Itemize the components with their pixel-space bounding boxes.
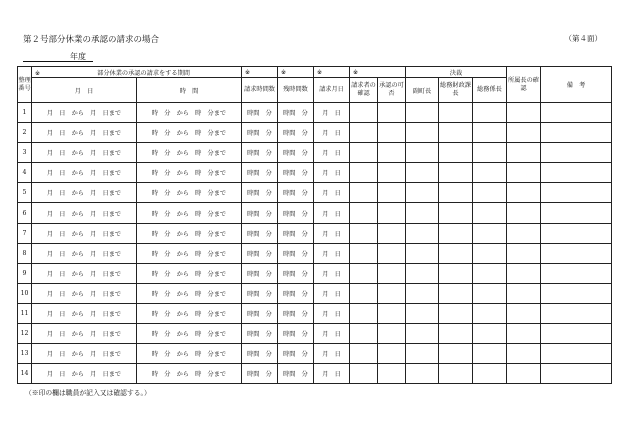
table-row [18, 303, 612, 323]
request-date-cell: 月 日 [314, 303, 350, 323]
header-month-day: 月 日 [32, 78, 137, 103]
deputy-mayor-cell[interactable] [406, 103, 439, 123]
header-ga-manager: 総務財政課長 [439, 78, 473, 103]
approval-cell[interactable] [378, 183, 406, 203]
time-range-cell: 時 分 から 時 分まで [137, 263, 242, 283]
requester-confirm-cell[interactable] [350, 263, 378, 283]
ga-manager-cell[interactable] [439, 103, 473, 123]
deputy-mayor-cell[interactable] [406, 324, 439, 344]
header-asterisk-1: ※ [242, 67, 278, 78]
header-period [32, 67, 242, 78]
header-request-date: 請求月日 [314, 78, 350, 103]
table-row [18, 183, 612, 203]
request-hours-cell: 時間 分 [242, 324, 278, 344]
request-date-cell: 月 日 [314, 324, 350, 344]
request-date-cell: 月 日 [314, 123, 350, 143]
deputy-mayor-cell[interactable] [406, 364, 439, 384]
remarks-cell[interactable] [541, 103, 612, 123]
request-hours-cell: 時間 分 [242, 183, 278, 203]
table-row [18, 143, 612, 163]
requester-confirm-cell[interactable] [350, 243, 378, 263]
requester-confirm-cell[interactable] [350, 163, 378, 183]
dept-head-cell[interactable] [507, 263, 541, 283]
requester-confirm-cell[interactable] [350, 103, 378, 123]
table-row [18, 243, 612, 263]
time-range-cell: 時 分 から 時 分まで [137, 303, 242, 323]
date-range-cell: 月 日 から 月 日まで [32, 364, 137, 384]
remarks-cell[interactable] [541, 163, 612, 183]
requester-confirm-cell[interactable] [350, 123, 378, 143]
table-row [18, 364, 612, 384]
ga-chief-cell[interactable] [473, 263, 507, 283]
deputy-mayor-cell[interactable] [406, 223, 439, 243]
row-number: 6 [18, 203, 32, 223]
request-date-cell: 月 日 [314, 263, 350, 283]
ga-chief-cell[interactable] [473, 303, 507, 323]
table-row [18, 324, 612, 344]
requester-confirm-cell[interactable] [350, 143, 378, 163]
deputy-mayor-cell[interactable] [406, 283, 439, 303]
date-range-cell: 月 日 から 月 日まで [32, 223, 137, 243]
request-hours-cell: 時間 分 [242, 223, 278, 243]
request-date-cell: 月 日 [314, 344, 350, 364]
remaining-hours-cell: 時間 分 [278, 364, 314, 384]
deputy-mayor-cell[interactable] [406, 303, 439, 323]
header-remaining-hours: 残時間数 [278, 78, 314, 103]
date-range-cell: 月 日 から 月 日まで [32, 324, 137, 344]
dept-head-cell[interactable] [507, 103, 541, 123]
requester-confirm-cell[interactable] [350, 203, 378, 223]
header-period-label: 部分休業の承認の請求をする期間 [97, 69, 190, 77]
header-dept-head: 所属長の確認 [507, 67, 541, 103]
request-date-cell: 月 日 [314, 163, 350, 183]
ga-chief-cell[interactable] [473, 344, 507, 364]
requester-confirm-cell[interactable] [350, 364, 378, 384]
ga-manager-cell[interactable] [439, 143, 473, 163]
ga-chief-cell[interactable] [473, 243, 507, 263]
approval-cell[interactable] [378, 243, 406, 263]
time-range-cell: 時 分 から 時 分まで [137, 103, 242, 123]
remaining-hours-cell: 時間 分 [278, 143, 314, 163]
deputy-mayor-cell[interactable] [406, 163, 439, 183]
header-time: 時 間 [137, 78, 242, 103]
date-range-cell: 月 日 から 月 日まで [32, 163, 137, 183]
header-decision: 決裁 [406, 67, 507, 78]
table-row [18, 283, 612, 303]
approval-cell[interactable] [378, 163, 406, 183]
remarks-cell[interactable] [541, 123, 612, 143]
ga-manager-cell[interactable] [439, 163, 473, 183]
header-ga-chief: 総務係長 [473, 78, 507, 103]
ga-chief-cell[interactable] [473, 324, 507, 344]
header-remarks: 備 考 [541, 67, 612, 103]
row-number: 5 [18, 183, 32, 203]
row-number: 12 [18, 324, 32, 344]
date-range-cell: 月 日 から 月 日まで [32, 303, 137, 323]
header-asterisk-3: ※ [314, 67, 350, 78]
request-hours-cell: 時間 分 [242, 283, 278, 303]
row-number: 14 [18, 364, 32, 384]
ga-manager-cell[interactable] [439, 183, 473, 203]
table-row [18, 263, 612, 283]
approval-cell[interactable] [378, 283, 406, 303]
dept-head-cell[interactable] [507, 364, 541, 384]
ga-manager-cell[interactable] [439, 223, 473, 243]
header-requester-confirm: 請求者の確認 [350, 78, 378, 103]
header-approval: 承認の可否 [378, 78, 406, 103]
ga-manager-cell[interactable] [439, 203, 473, 223]
ga-manager-cell[interactable] [439, 344, 473, 364]
remarks-cell[interactable] [541, 143, 612, 163]
ga-chief-cell[interactable] [473, 143, 507, 163]
ga-manager-cell[interactable] [439, 263, 473, 283]
row-number: 11 [18, 303, 32, 323]
time-range-cell: 時 分 から 時 分まで [137, 203, 242, 223]
deputy-mayor-cell[interactable] [406, 263, 439, 283]
time-range-cell: 時 分 から 時 分まで [137, 143, 242, 163]
table-row [18, 223, 612, 243]
approval-cell[interactable] [378, 344, 406, 364]
requester-confirm-cell[interactable] [350, 324, 378, 344]
remaining-hours-cell: 時間 分 [278, 223, 314, 243]
dept-head-cell[interactable] [507, 123, 541, 143]
request-date-cell: 月 日 [314, 364, 350, 384]
request-date-cell: 月 日 [314, 243, 350, 263]
request-hours-cell: 時間 分 [242, 203, 278, 223]
time-range-cell: 時 分 から 時 分まで [137, 163, 242, 183]
row-number: 10 [18, 283, 32, 303]
approval-cell[interactable] [378, 103, 406, 123]
header-asterisk-4: ※ [350, 67, 378, 78]
remaining-hours-cell: 時間 分 [278, 344, 314, 364]
approval-cell[interactable] [378, 364, 406, 384]
year-label: 年度 [70, 52, 86, 61]
time-range-cell: 時 分 から 時 分まで [137, 283, 242, 303]
remarks-cell[interactable] [541, 303, 612, 323]
deputy-mayor-cell[interactable] [406, 123, 439, 143]
request-hours-cell: 時間 分 [242, 163, 278, 183]
time-range-cell: 時 分 から 時 分まで [137, 243, 242, 263]
remarks-cell[interactable] [541, 344, 612, 364]
approval-cell[interactable] [378, 143, 406, 163]
remaining-hours-cell: 時間 分 [278, 243, 314, 263]
dept-head-cell[interactable] [507, 303, 541, 323]
date-range-cell: 月 日 から 月 日まで [32, 103, 137, 123]
header-number: 整理番号 [18, 67, 32, 103]
remarks-cell[interactable] [541, 324, 612, 344]
dept-head-cell[interactable] [507, 183, 541, 203]
approval-cell[interactable] [378, 223, 406, 243]
ga-chief-cell[interactable] [473, 364, 507, 384]
row-number: 4 [18, 163, 32, 183]
request-table [17, 66, 612, 384]
ga-manager-cell[interactable] [439, 324, 473, 344]
header-asterisk-2: ※ [278, 67, 314, 78]
table-row [18, 103, 612, 123]
remarks-cell[interactable] [541, 203, 612, 223]
deputy-mayor-cell[interactable] [406, 143, 439, 163]
remarks-cell[interactable] [541, 263, 612, 283]
document-title: 第２号部分休業の承認の請求の場合 [23, 35, 160, 45]
row-number: 7 [18, 223, 32, 243]
remaining-hours-cell: 時間 分 [278, 103, 314, 123]
row-number: 2 [18, 123, 32, 143]
deputy-mayor-cell[interactable] [406, 203, 439, 223]
remarks-cell[interactable] [541, 364, 612, 384]
date-range-cell: 月 日 から 月 日まで [32, 344, 137, 364]
remaining-hours-cell: 時間 分 [278, 324, 314, 344]
remaining-hours-cell: 時間 分 [278, 163, 314, 183]
request-date-cell: 月 日 [314, 203, 350, 223]
ga-manager-cell[interactable] [439, 303, 473, 323]
ga-manager-cell[interactable] [439, 364, 473, 384]
table-row [18, 163, 612, 183]
ga-chief-cell[interactable] [473, 123, 507, 143]
approval-cell[interactable] [378, 303, 406, 323]
request-hours-cell: 時間 分 [242, 103, 278, 123]
request-date-cell: 月 日 [314, 143, 350, 163]
dept-head-cell[interactable] [507, 203, 541, 223]
requester-confirm-cell[interactable] [350, 223, 378, 243]
ga-chief-cell[interactable] [473, 283, 507, 303]
request-hours-cell: 時間 分 [242, 123, 278, 143]
footnote: （※印の欄は職員が記入又は確認する。） [25, 389, 151, 397]
approval-cell[interactable] [378, 263, 406, 283]
dept-head-cell[interactable] [507, 163, 541, 183]
request-hours-cell: 時間 分 [242, 364, 278, 384]
row-number: 8 [18, 243, 32, 263]
deputy-mayor-cell[interactable] [406, 243, 439, 263]
remarks-cell[interactable] [541, 223, 612, 243]
ga-chief-cell[interactable] [473, 203, 507, 223]
dept-head-cell[interactable] [507, 344, 541, 364]
time-range-cell: 時 分 から 時 分まで [137, 344, 242, 364]
remaining-hours-cell: 時間 分 [278, 203, 314, 223]
date-range-cell: 月 日 から 月 日まで [32, 183, 137, 203]
request-date-cell: 月 日 [314, 103, 350, 123]
ga-manager-cell[interactable] [439, 123, 473, 143]
requester-confirm-cell[interactable] [350, 303, 378, 323]
deputy-mayor-cell[interactable] [406, 183, 439, 203]
approval-cell[interactable] [378, 324, 406, 344]
dept-head-cell[interactable] [507, 143, 541, 163]
dept-head-cell[interactable] [507, 223, 541, 243]
remarks-cell[interactable] [541, 243, 612, 263]
deputy-mayor-cell[interactable] [406, 344, 439, 364]
date-range-cell: 月 日 から 月 日まで [32, 283, 137, 303]
request-hours-cell: 時間 分 [242, 263, 278, 283]
request-date-cell: 月 日 [314, 283, 350, 303]
date-range-cell: 月 日 から 月 日まで [32, 203, 137, 223]
ga-chief-cell[interactable] [473, 183, 507, 203]
time-range-cell: 時 分 から 時 分まで [137, 364, 242, 384]
ga-manager-cell[interactable] [439, 283, 473, 303]
ga-manager-cell[interactable] [439, 243, 473, 263]
row-number: 13 [18, 344, 32, 364]
date-range-cell: 月 日 から 月 日まで [32, 263, 137, 283]
remarks-cell[interactable] [541, 283, 612, 303]
date-range-cell: 月 日 から 月 日まで [32, 123, 137, 143]
remaining-hours-cell: 時間 分 [278, 303, 314, 323]
asterisk-mark: ※ [35, 69, 41, 77]
ga-chief-cell[interactable] [473, 103, 507, 123]
row-number: 9 [18, 263, 32, 283]
request-hours-cell: 時間 分 [242, 243, 278, 263]
table-row [18, 344, 612, 364]
remaining-hours-cell: 時間 分 [278, 123, 314, 143]
table-row [18, 203, 612, 223]
request-date-cell: 月 日 [314, 223, 350, 243]
dept-head-cell[interactable] [507, 243, 541, 263]
time-range-cell: 時 分 から 時 分まで [137, 183, 242, 203]
ga-chief-cell[interactable] [473, 223, 507, 243]
header-request-hours: 請求時間数 [242, 78, 278, 103]
time-range-cell: 時 分 から 時 分まで [137, 223, 242, 243]
page-number: （第４面） [564, 34, 602, 43]
request-hours-cell: 時間 分 [242, 344, 278, 364]
header-deputy-mayor: 副町長 [406, 78, 439, 103]
remaining-hours-cell: 時間 分 [278, 263, 314, 283]
table-row [18, 123, 612, 143]
requester-confirm-cell[interactable] [350, 344, 378, 364]
date-range-cell: 月 日 から 月 日まで [32, 143, 137, 163]
approval-cell[interactable] [378, 123, 406, 143]
row-number: 3 [18, 143, 32, 163]
request-date-cell: 月 日 [314, 183, 350, 203]
time-range-cell: 時 分 から 時 分まで [137, 324, 242, 344]
remaining-hours-cell: 時間 分 [278, 183, 314, 203]
date-range-cell: 月 日 から 月 日まで [32, 243, 137, 263]
ga-chief-cell[interactable] [473, 163, 507, 183]
requester-confirm-cell[interactable] [350, 183, 378, 203]
request-hours-cell: 時間 分 [242, 143, 278, 163]
dept-head-cell[interactable] [507, 324, 541, 344]
remarks-cell[interactable] [541, 183, 612, 203]
time-range-cell: 時 分 から 時 分まで [137, 123, 242, 143]
requester-confirm-cell[interactable] [350, 283, 378, 303]
row-number: 1 [18, 103, 32, 123]
remaining-hours-cell: 時間 分 [278, 283, 314, 303]
approval-cell[interactable] [378, 203, 406, 223]
dept-head-cell[interactable] [507, 283, 541, 303]
request-hours-cell: 時間 分 [242, 303, 278, 323]
